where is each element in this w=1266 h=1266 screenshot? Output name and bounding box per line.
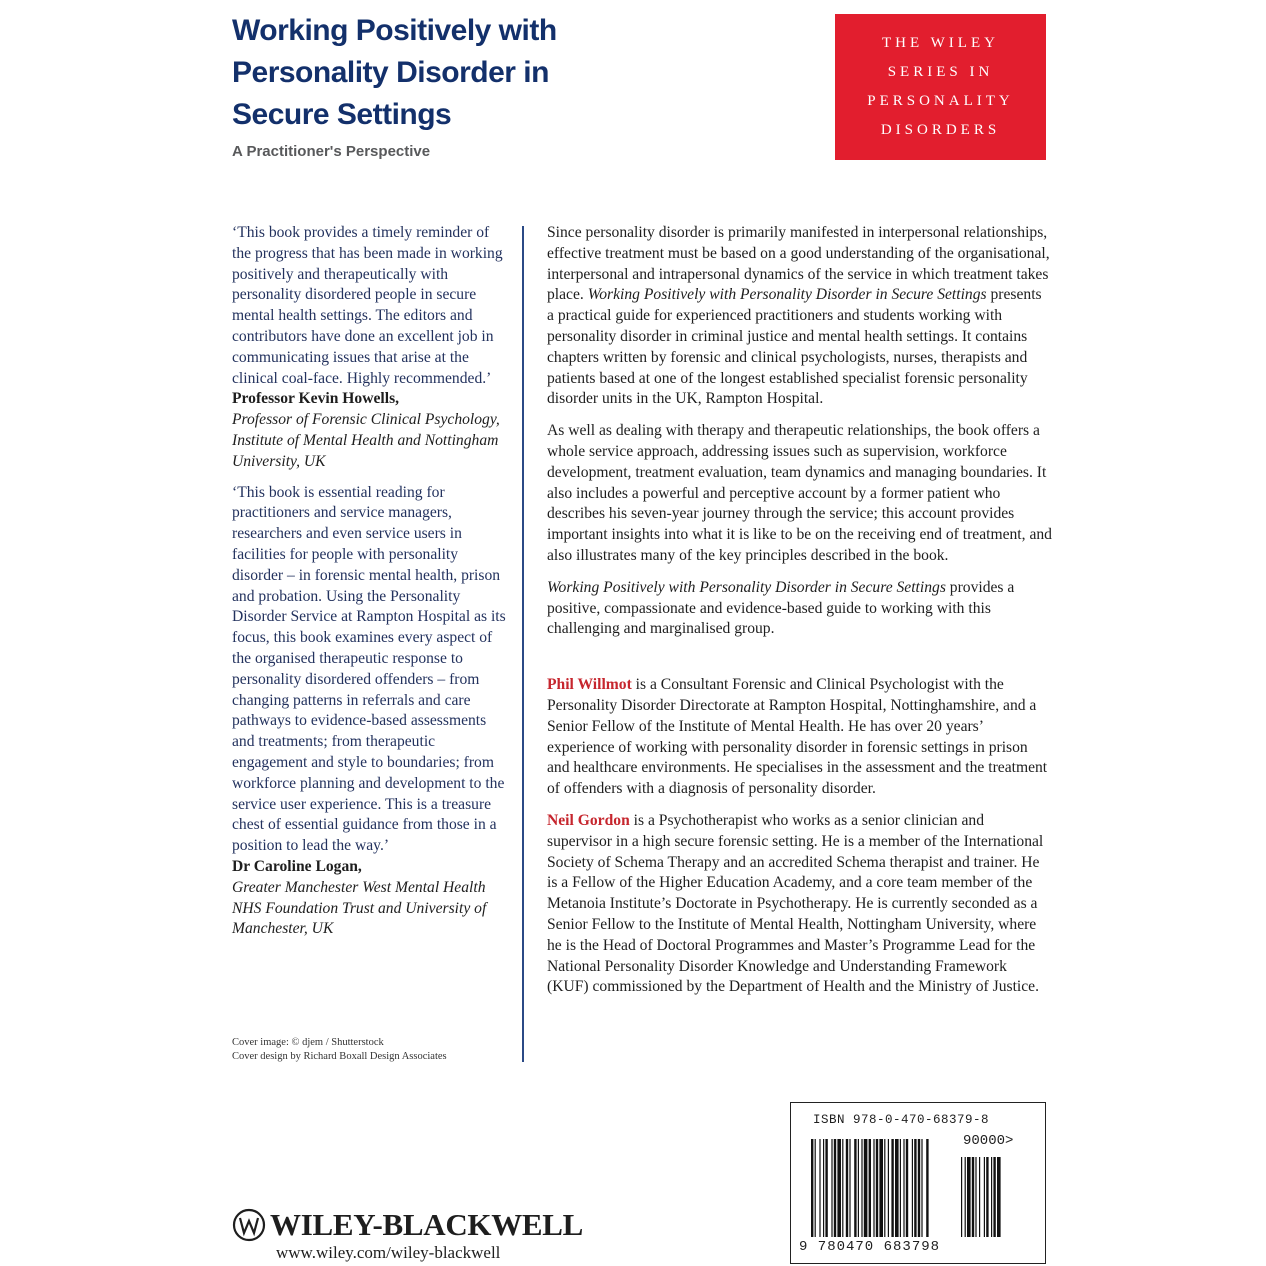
author-bio: Neil Gordon is a Psychotherapist who works as a senior clinician and supervisor in a high secure forensic setting. He is a member of the International Society of Schema Therapy and an accredited Schema therapist and trainer. He is a Fellow of the Higher Education Academy, and a core team member of the Metanoia Institute’s Doctorate in Psychotherapy. He is currently seconded as a Senior Fellow to the Institute of Mental Health, Nottingham University, where he is the Head of Doctoral Programmes and Master’s Programme Lead for the National Personality Disorder Knowledge and Understanding Framework (KUF) commissioned by the Department of Health and the Ministry of Justice.	[547, 811, 1044, 996]
cover-credits	[232, 1036, 447, 1064]
author-bio: Phil Willmot is a Consultant Forensic and Clinical Psychologist with the Personality Disorder Directorate at Rampton Hospital, Nottinghamshire, and a Senior Fellow of the Institute of Mental Health. He has over 20 years’ experience of working with personality disorder in forensic settings in prison and healthcare environments. He specialises in the assessment and the treatment of offenders with a diagnosis of personality disorder.	[547, 676, 1048, 798]
quote-author: Dr Caroline Logan,	[232, 857, 362, 875]
isbn-barcode-box	[790, 1102, 1046, 1264]
series-line: PERSONALITY	[867, 93, 1014, 109]
blurb-paragraph: Working Positively with Personality Disorder in Secure Settings provides a positive, compassionate and evidence-based guide to working with this challenging and marginalised group.	[547, 578, 1015, 638]
book-subtitle: A Practitioner's Perspective	[232, 143, 431, 160]
blurb-paragraph: Since personality disorder is primarily manifested in interpersonal relationships, effective treatment must be based on a good understanding of the organisational, interpersonal and intrapersonal dynamics of the service in which treatment takes place. Working Positively with Personality Disorder in Secure Settings presents a practical guide for experienced practitioners and students working with personality disorder in criminal justice and mental health settings. It contains chapters written by forensic and clinical psychologists, nurses, therapists and patients based at one of the longest established specialist forensic personality disorder units in the UK, Rampton Hospital.	[547, 224, 1050, 408]
barcode-digits: 9 780470 683798	[799, 1239, 941, 1255]
author-name: Phil Willmot	[547, 676, 632, 694]
blurb-column	[547, 223, 1052, 1009]
column-divider	[522, 226, 524, 1062]
quote-author: Professor Kevin Howells,	[232, 390, 400, 408]
title-line: Personality Disorder in	[232, 56, 549, 89]
publisher-logo	[232, 1207, 583, 1243]
publisher-name: WILEY-BLACKWELL	[270, 1207, 584, 1242]
price-code: 90000>	[963, 1133, 1014, 1149]
author-name: Neil Gordon	[547, 811, 630, 829]
credit-line: Cover image: © djem / Shutterstock	[232, 1037, 384, 1048]
series-badge	[835, 14, 1046, 160]
series-line: SERIES IN	[887, 64, 994, 80]
quote-affiliation: Professor of Forensic Clinical Psychology, Institute of Mental Health and Nottingham University, UK	[232, 411, 500, 470]
title-line: Working Positively with	[232, 14, 557, 47]
wiley-emblem-icon	[232, 1208, 266, 1242]
series-line: DISORDERS	[880, 122, 1001, 138]
title-line: Secure Settings	[232, 98, 452, 131]
publisher-url[interactable]: www.wiley.com/wiley-blackwell	[276, 1243, 501, 1262]
isbn-label: ISBN 978-0-470-68379-8	[813, 1113, 990, 1127]
quote-text: ‘This book is essential reading for practitioners and service managers, researchers and even service users in facilities for people with personality disorder – in forensic mental health, prison and probation. Using the Personality Disorder Service at Rampton Hospital as its focus, this book examines every aspect of the organised therapeutic response to personality disordered offenders – from changing patterns in referrals and care pathways to evidence-based assessments and treatments; from therapeutic engagement and style to boundaries; from workforce planning and development to the service user experience. This is a treasure chest of essential guidance from those in a position to lead the way.’	[232, 483, 506, 855]
endorsements-column	[232, 223, 512, 940]
book-title	[232, 10, 792, 136]
credit-line: Cover design by Richard Boxall Design Associates	[232, 1051, 447, 1062]
quote-affiliation: Greater Manchester West Mental Health NHS Foundation Trust and University of Manchester, UK	[232, 878, 487, 938]
quote-text: ‘This book provides a timely reminder of the progress that has been made in working positively and therapeutically with personality disordered people in secure mental health settings. The editors and contributors have done an excellent job in communicating issues that arise at the clinical coal-face. Highly recommended.’	[232, 224, 503, 387]
blurb-paragraph: As well as dealing with therapy and therapeutic relationships, the book offers a whole service approach, addressing issues such as supervision, workforce development, treatment evaluation, team dynamics and managing boundaries. It also includes a powerful and perceptive account by a former patient who describes his seven-year journey through the service; this account provides important insights into what it is like to be on the receiving end of treatment, and also illustrates many of the key principles described in the book.	[547, 422, 1052, 564]
series-line: THE WILEY	[882, 35, 999, 51]
